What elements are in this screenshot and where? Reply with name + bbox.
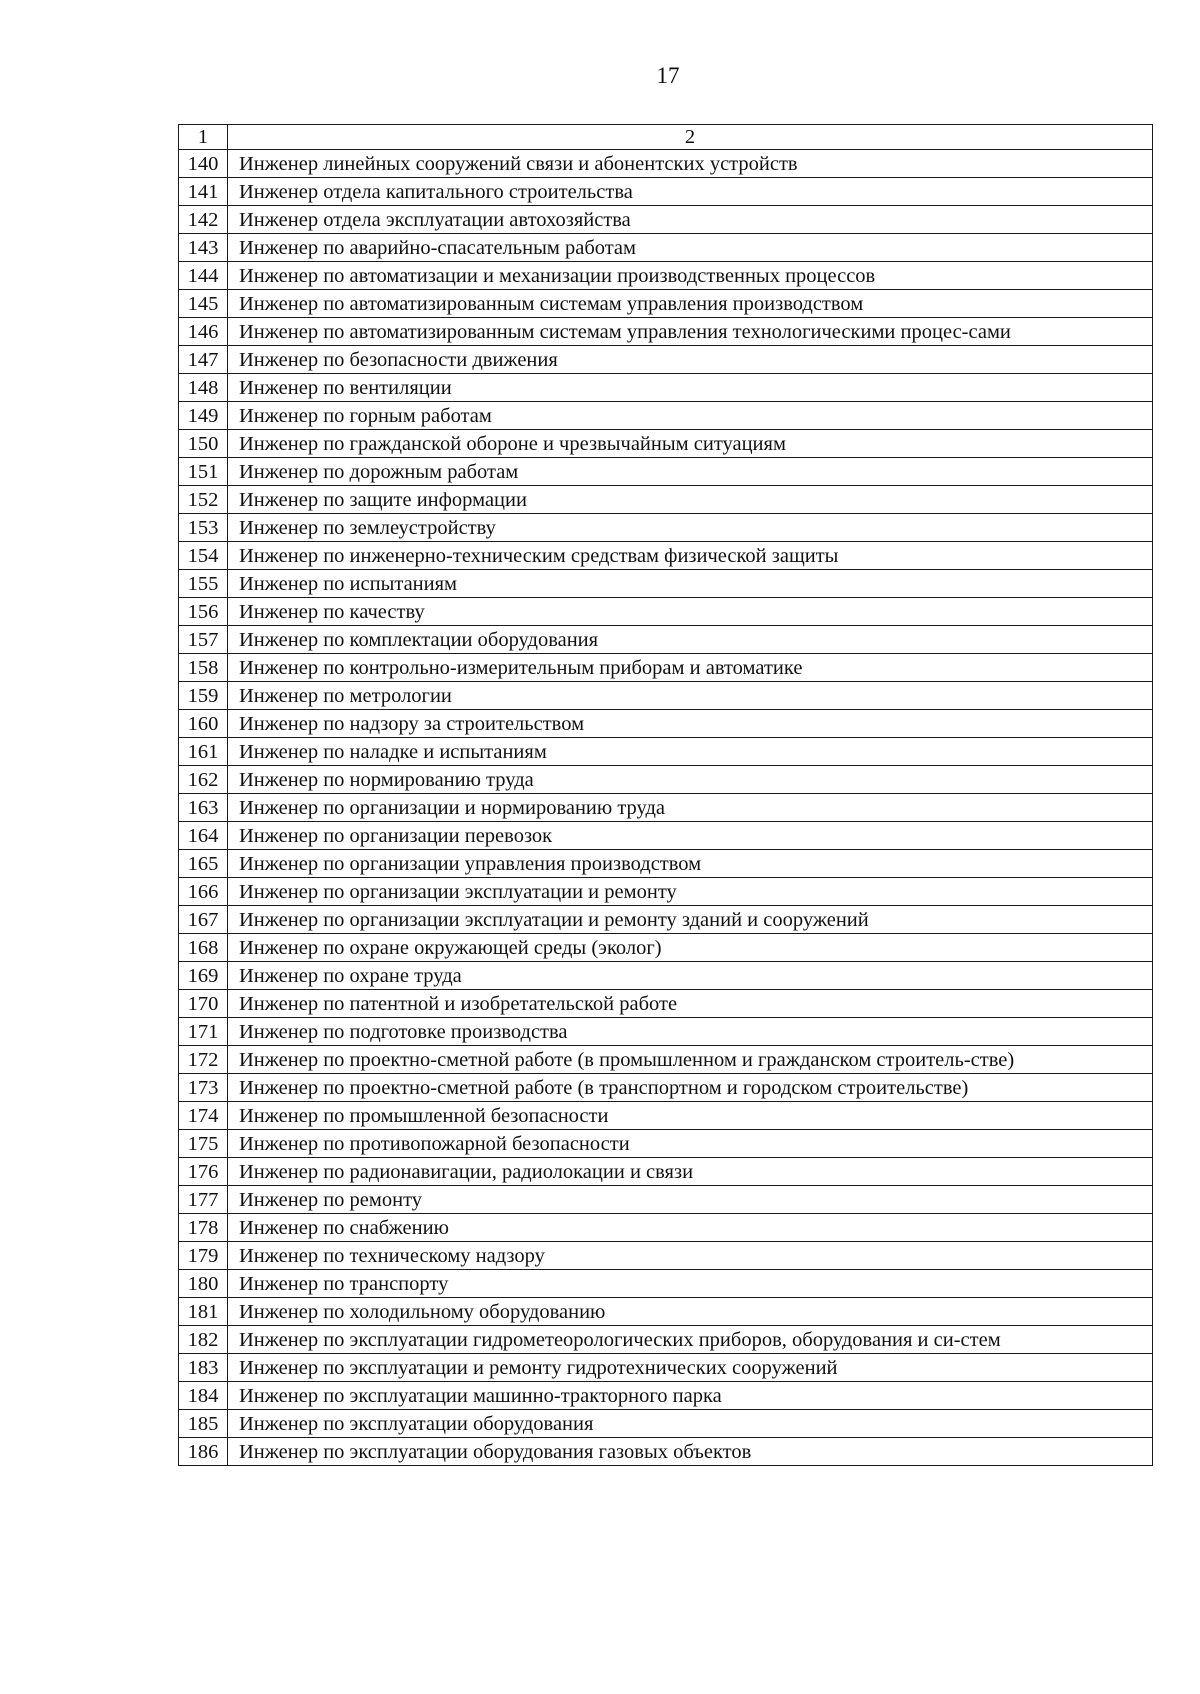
table-row bbox=[179, 234, 1153, 262]
row-number-cell: 167 bbox=[179, 906, 228, 934]
row-number-cell: 177 bbox=[179, 1186, 228, 1214]
position-title-cell: Инженер по автоматизации и механизации производственных процессов bbox=[228, 262, 1153, 290]
position-title-cell: Инженер по проектно-сметной работе (в промышленном и гражданском строитель-стве) bbox=[228, 1046, 1153, 1074]
position-title-cell: Инженер отдела эксплуатации автохозяйства bbox=[228, 206, 1153, 234]
row-number-cell: 166 bbox=[179, 878, 228, 906]
table-row bbox=[179, 1354, 1153, 1382]
position-title-cell: Инженер по надзору за строительством bbox=[228, 710, 1153, 738]
row-number-cell: 183 bbox=[179, 1354, 228, 1382]
position-title-cell: Инженер по наладке и испытаниям bbox=[228, 738, 1153, 766]
position-title-cell: Инженер по организации эксплуатации и ремонту bbox=[228, 878, 1153, 906]
row-number-cell: 144 bbox=[179, 262, 228, 290]
table-row bbox=[179, 262, 1153, 290]
position-title-cell: Инженер по гражданской обороне и чрезвычайным ситуациям bbox=[228, 430, 1153, 458]
table-row bbox=[179, 878, 1153, 906]
row-number-cell: 186 bbox=[179, 1438, 228, 1466]
table-row bbox=[179, 766, 1153, 794]
table-row bbox=[179, 1158, 1153, 1186]
table-row bbox=[179, 570, 1153, 598]
row-number-cell: 178 bbox=[179, 1214, 228, 1242]
table-row bbox=[179, 1270, 1153, 1298]
row-number-cell: 164 bbox=[179, 822, 228, 850]
row-number-cell: 152 bbox=[179, 486, 228, 514]
row-number-cell: 172 bbox=[179, 1046, 228, 1074]
position-title-cell: Инженер по патентной и изобретательской работе bbox=[228, 990, 1153, 1018]
row-number-cell: 160 bbox=[179, 710, 228, 738]
table-row bbox=[179, 1046, 1153, 1074]
table-row bbox=[179, 906, 1153, 934]
table-row bbox=[179, 990, 1153, 1018]
header-cell-title: 2 bbox=[228, 125, 1153, 150]
position-title-cell: Инженер по организации перевозок bbox=[228, 822, 1153, 850]
table-row bbox=[179, 1130, 1153, 1158]
table-row bbox=[179, 290, 1153, 318]
row-number-cell: 162 bbox=[179, 766, 228, 794]
position-title-cell: Инженер по техническому надзору bbox=[228, 1242, 1153, 1270]
table-row bbox=[179, 1214, 1153, 1242]
table-row bbox=[179, 1186, 1153, 1214]
row-number-cell: 155 bbox=[179, 570, 228, 598]
table-row bbox=[179, 486, 1153, 514]
table-row bbox=[179, 738, 1153, 766]
row-number-cell: 153 bbox=[179, 514, 228, 542]
position-title-cell: Инженер по аварийно-спасательным работам bbox=[228, 234, 1153, 262]
table-row bbox=[179, 1018, 1153, 1046]
position-title-cell: Инженер по нормированию труда bbox=[228, 766, 1153, 794]
table-row bbox=[179, 1102, 1153, 1130]
table-row bbox=[179, 1242, 1153, 1270]
table-row bbox=[179, 1438, 1153, 1466]
position-title-cell: Инженер по подготовке производства bbox=[228, 1018, 1153, 1046]
table-row bbox=[179, 1074, 1153, 1102]
table-header-row bbox=[179, 125, 1153, 150]
row-number-cell: 156 bbox=[179, 598, 228, 626]
row-number-cell: 151 bbox=[179, 458, 228, 486]
position-title-cell: Инженер по защите информации bbox=[228, 486, 1153, 514]
position-title-cell: Инженер по ремонту bbox=[228, 1186, 1153, 1214]
row-number-cell: 174 bbox=[179, 1102, 228, 1130]
table-row bbox=[179, 346, 1153, 374]
row-number-cell: 142 bbox=[179, 206, 228, 234]
position-title-cell: Инженер по вентиляции bbox=[228, 374, 1153, 402]
table-row bbox=[179, 178, 1153, 206]
position-title-cell: Инженер по промышленной безопасности bbox=[228, 1102, 1153, 1130]
header-cell-number: 1 bbox=[179, 125, 228, 150]
row-number-cell: 146 bbox=[179, 318, 228, 346]
table-row bbox=[179, 626, 1153, 654]
table-row bbox=[179, 318, 1153, 346]
position-title-cell: Инженер по охране труда bbox=[228, 962, 1153, 990]
row-number-cell: 168 bbox=[179, 934, 228, 962]
table-row bbox=[179, 542, 1153, 570]
table-row bbox=[179, 514, 1153, 542]
position-title-cell: Инженер по холодильному оборудованию bbox=[228, 1298, 1153, 1326]
position-title-cell: Инженер по противопожарной безопасности bbox=[228, 1130, 1153, 1158]
position-title-cell: Инженер по контрольно-измерительным приборам и автоматике bbox=[228, 654, 1153, 682]
positions-table bbox=[178, 124, 1153, 1466]
table-row bbox=[179, 962, 1153, 990]
row-number-cell: 171 bbox=[179, 1018, 228, 1046]
row-number-cell: 165 bbox=[179, 850, 228, 878]
row-number-cell: 173 bbox=[179, 1074, 228, 1102]
row-number-cell: 148 bbox=[179, 374, 228, 402]
row-number-cell: 176 bbox=[179, 1158, 228, 1186]
row-number-cell: 179 bbox=[179, 1242, 228, 1270]
table-row bbox=[179, 430, 1153, 458]
row-number-cell: 158 bbox=[179, 654, 228, 682]
position-title-cell: Инженер по горным работам bbox=[228, 402, 1153, 430]
position-title-cell: Инженер по эксплуатации и ремонту гидротехнических сооружений bbox=[228, 1354, 1153, 1382]
row-number-cell: 157 bbox=[179, 626, 228, 654]
row-number-cell: 169 bbox=[179, 962, 228, 990]
position-title-cell: Инженер по снабжению bbox=[228, 1214, 1153, 1242]
position-title-cell: Инженер по эксплуатации оборудования bbox=[228, 1410, 1153, 1438]
table-row bbox=[179, 850, 1153, 878]
table-row bbox=[179, 682, 1153, 710]
table-body bbox=[179, 125, 1153, 1466]
position-title-cell: Инженер по безопасности движения bbox=[228, 346, 1153, 374]
position-title-cell: Инженер по эксплуатации оборудования газовых объектов bbox=[228, 1438, 1153, 1466]
row-number-cell: 150 bbox=[179, 430, 228, 458]
row-number-cell: 170 bbox=[179, 990, 228, 1018]
position-title-cell: Инженер по качеству bbox=[228, 598, 1153, 626]
table-row bbox=[179, 206, 1153, 234]
position-title-cell: Инженер по радионавигации, радиолокации и связи bbox=[228, 1158, 1153, 1186]
row-number-cell: 159 bbox=[179, 682, 228, 710]
position-title-cell: Инженер по эксплуатации машинно-тракторного парка bbox=[228, 1382, 1153, 1410]
table-row bbox=[179, 1382, 1153, 1410]
table-row bbox=[179, 1298, 1153, 1326]
table-row bbox=[179, 654, 1153, 682]
row-number-cell: 145 bbox=[179, 290, 228, 318]
row-number-cell: 180 bbox=[179, 1270, 228, 1298]
table-row bbox=[179, 934, 1153, 962]
row-number-cell: 163 bbox=[179, 794, 228, 822]
position-title-cell: Инженер по организации и нормированию труда bbox=[228, 794, 1153, 822]
row-number-cell: 143 bbox=[179, 234, 228, 262]
row-number-cell: 175 bbox=[179, 1130, 228, 1158]
table-row bbox=[179, 402, 1153, 430]
table-row bbox=[179, 710, 1153, 738]
row-number-cell: 140 bbox=[179, 150, 228, 178]
table-row bbox=[179, 374, 1153, 402]
table-row bbox=[179, 458, 1153, 486]
page-number: 17 bbox=[656, 63, 680, 88]
position-title-cell: Инженер по инженерно-техническим средствам физической защиты bbox=[228, 542, 1153, 570]
position-title-cell: Инженер по организации управления производством bbox=[228, 850, 1153, 878]
position-title-cell: Инженер по дорожным работам bbox=[228, 458, 1153, 486]
row-number-cell: 161 bbox=[179, 738, 228, 766]
table-row bbox=[179, 822, 1153, 850]
position-title-cell: Инженер по комплектации оборудования bbox=[228, 626, 1153, 654]
position-title-cell: Инженер по эксплуатации гидрометеорологических приборов, оборудования и си-стем bbox=[228, 1326, 1153, 1354]
row-number-cell: 182 bbox=[179, 1326, 228, 1354]
position-title-cell: Инженер по автоматизированным системам управления производством bbox=[228, 290, 1153, 318]
position-title-cell: Инженер по метрологии bbox=[228, 682, 1153, 710]
row-number-cell: 147 bbox=[179, 346, 228, 374]
row-number-cell: 149 bbox=[179, 402, 228, 430]
position-title-cell: Инженер по охране окружающей среды (эколог) bbox=[228, 934, 1153, 962]
table-row bbox=[179, 794, 1153, 822]
table-row bbox=[179, 598, 1153, 626]
position-title-cell: Инженер по землеустройству bbox=[228, 514, 1153, 542]
position-title-cell: Инженер по транспорту bbox=[228, 1270, 1153, 1298]
table-row bbox=[179, 150, 1153, 178]
table-row bbox=[179, 1326, 1153, 1354]
row-number-cell: 154 bbox=[179, 542, 228, 570]
position-title-cell: Инженер по организации эксплуатации и ремонту зданий и сооружений bbox=[228, 906, 1153, 934]
row-number-cell: 141 bbox=[179, 178, 228, 206]
position-title-cell: Инженер по автоматизированным системам управления технологическими процес-сами bbox=[228, 318, 1153, 346]
position-title-cell: Инженер по проектно-сметной работе (в транспортном и городском строительстве) bbox=[228, 1074, 1153, 1102]
row-number-cell: 184 bbox=[179, 1382, 228, 1410]
table-row bbox=[179, 1410, 1153, 1438]
position-title-cell: Инженер по испытаниям bbox=[228, 570, 1153, 598]
row-number-cell: 181 bbox=[179, 1298, 228, 1326]
position-title-cell: Инженер отдела капитального строительства bbox=[228, 178, 1153, 206]
row-number-cell: 185 bbox=[179, 1410, 228, 1438]
position-title-cell: Инженер линейных сооружений связи и абонентских устройств bbox=[228, 150, 1153, 178]
